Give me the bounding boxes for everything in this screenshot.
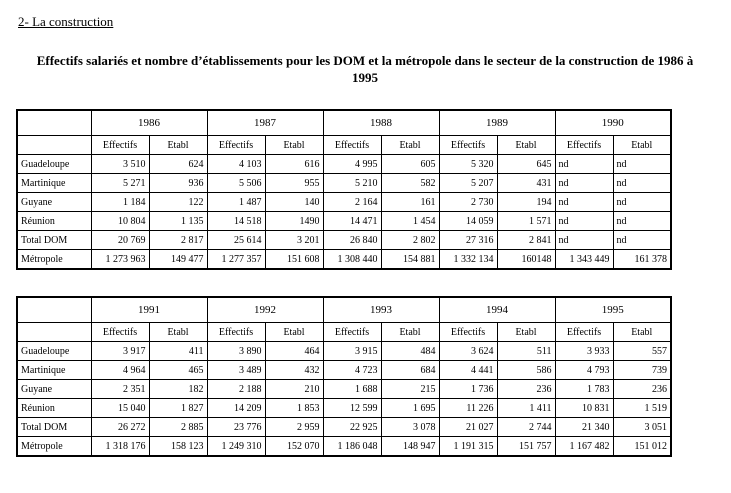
effectifs-column-header: Effectifs (555, 136, 613, 155)
table-row (17, 342, 671, 361)
table-cell: 484 (381, 342, 439, 361)
table-cell: nd (555, 174, 613, 193)
header-corner-cell (17, 110, 91, 136)
section-title: 2- La construction (18, 14, 114, 29)
table-cell: nd (555, 155, 613, 174)
table-cell: 148 947 (381, 437, 439, 457)
table-cell: 739 (613, 361, 671, 380)
table-cell: 161 (381, 193, 439, 212)
etabl-column-header: Etabl (613, 136, 671, 155)
table-cell: 465 (149, 361, 207, 380)
etabl-column-header: Etabl (149, 323, 207, 342)
table-cell: 1 167 482 (555, 437, 613, 457)
table-cell: 616 (265, 155, 323, 174)
table-cell: 14 518 (207, 212, 265, 231)
table-cell: 1 332 134 (439, 250, 497, 270)
table-cell: 194 (497, 193, 555, 212)
etabl-column-header: Etabl (265, 136, 323, 155)
effectifs-column-header: Effectifs (91, 136, 149, 155)
table-cell: 605 (381, 155, 439, 174)
table-cell: 1 277 357 (207, 250, 265, 270)
table-cell: 122 (149, 193, 207, 212)
year-header: 1991 (91, 297, 207, 323)
table-cell: 1 695 (381, 399, 439, 418)
table-cell: 25 614 (207, 231, 265, 250)
year-header: 1986 (91, 110, 207, 136)
table-cell: 5 271 (91, 174, 149, 193)
table-cell: 1 454 (381, 212, 439, 231)
effectifs-column-header: Effectifs (207, 136, 265, 155)
table-row (17, 399, 671, 418)
table-cell: 12 599 (323, 399, 381, 418)
row-label: Réunion (17, 212, 91, 231)
table-cell: 2 841 (497, 231, 555, 250)
table-cell: 586 (497, 361, 555, 380)
table-cell: 1 519 (613, 399, 671, 418)
table-cell: 3 933 (555, 342, 613, 361)
row-label: Guyane (17, 380, 91, 399)
table-cell: 936 (149, 174, 207, 193)
table-cell: 154 881 (381, 250, 439, 270)
table-cell: 4 995 (323, 155, 381, 174)
header-corner-cell (17, 297, 91, 323)
table-cell: 1 736 (439, 380, 497, 399)
table-cell: 151 757 (497, 437, 555, 457)
table-cell: 5 506 (207, 174, 265, 193)
table-cell: 14 059 (439, 212, 497, 231)
table-cell: 1 411 (497, 399, 555, 418)
table-row (17, 174, 671, 193)
row-label: Métropole (17, 250, 91, 270)
year-header: 1987 (207, 110, 323, 136)
table-cell: nd (613, 174, 671, 193)
year-header: 1993 (323, 297, 439, 323)
table-cell: 151 012 (613, 437, 671, 457)
table-cell: 4 723 (323, 361, 381, 380)
year-header: 1989 (439, 110, 555, 136)
table-cell: 1 184 (91, 193, 149, 212)
table-cell: 1 308 440 (323, 250, 381, 270)
etabl-column-header: Etabl (497, 323, 555, 342)
table-cell: 1 318 176 (91, 437, 149, 457)
table-row (17, 155, 671, 174)
table-row (17, 361, 671, 380)
sub-header-row (17, 136, 671, 155)
table-cell: 432 (265, 361, 323, 380)
year-header-row (17, 110, 671, 136)
row-label: Guadeloupe (17, 155, 91, 174)
table-cell: 5 210 (323, 174, 381, 193)
table-cell: 3 915 (323, 342, 381, 361)
table-cell: 26 840 (323, 231, 381, 250)
etabl-column-header: Etabl (149, 136, 207, 155)
effectifs-column-header: Effectifs (323, 136, 381, 155)
table-cell: 464 (265, 342, 323, 361)
main-title: Effectifs salariés et nombre d’établissements pour les DOM et la métropole dans le secteur de la construction de 1986 à 1995 (36, 53, 694, 85)
table-cell: 3 051 (613, 418, 671, 437)
table-1986-1990 (16, 109, 672, 270)
etabl-column-header: Etabl (613, 323, 671, 342)
table-cell: 4 793 (555, 361, 613, 380)
table-cell: 26 272 (91, 418, 149, 437)
table-cell: 3 078 (381, 418, 439, 437)
table-cell: 158 123 (149, 437, 207, 457)
table-cell: nd (555, 212, 613, 231)
table-cell: nd (613, 155, 671, 174)
row-label: Total DOM (17, 231, 91, 250)
table-cell: nd (555, 231, 613, 250)
table-cell: 14 209 (207, 399, 265, 418)
table-cell: 21 027 (439, 418, 497, 437)
table-cell: 684 (381, 361, 439, 380)
table-cell: 3 917 (91, 342, 149, 361)
effectifs-column-header: Effectifs (207, 323, 265, 342)
table-cell: nd (555, 193, 613, 212)
table-cell: 1 343 449 (555, 250, 613, 270)
sub-header-row (17, 323, 671, 342)
table-cell: 151 608 (265, 250, 323, 270)
row-label: Martinique (17, 174, 91, 193)
table-cell: 27 316 (439, 231, 497, 250)
row-label: Guadeloupe (17, 342, 91, 361)
table-row (17, 437, 671, 457)
table-cell: 2 744 (497, 418, 555, 437)
table-cell: 236 (497, 380, 555, 399)
table-cell: 160148 (497, 250, 555, 270)
sub-header-corner-cell (17, 323, 91, 342)
table-cell: 20 769 (91, 231, 149, 250)
table-cell: 210 (265, 380, 323, 399)
table-cell: 215 (381, 380, 439, 399)
table-cell: 557 (613, 342, 671, 361)
table-cell: 624 (149, 155, 207, 174)
table-cell: 2 188 (207, 380, 265, 399)
year-header: 1988 (323, 110, 439, 136)
table-row (17, 231, 671, 250)
table-cell: 2 351 (91, 380, 149, 399)
etabl-column-header: Etabl (381, 136, 439, 155)
effectifs-column-header: Effectifs (323, 323, 381, 342)
table-cell: 3 201 (265, 231, 323, 250)
table-cell: 3 890 (207, 342, 265, 361)
etabl-column-header: Etabl (265, 323, 323, 342)
table-cell: 11 226 (439, 399, 497, 418)
year-header: 1994 (439, 297, 555, 323)
table-cell: 5 207 (439, 174, 497, 193)
table-cell: 1 571 (497, 212, 555, 231)
table-cell: 3 489 (207, 361, 265, 380)
table-cell: nd (613, 231, 671, 250)
etabl-column-header: Etabl (381, 323, 439, 342)
table-cell: 1 135 (149, 212, 207, 231)
table-cell: 2 885 (149, 418, 207, 437)
table-cell: 4 103 (207, 155, 265, 174)
table-row (17, 250, 671, 270)
table-cell: 1 853 (265, 399, 323, 418)
table-cell: 10 804 (91, 212, 149, 231)
table-cell: 4 964 (91, 361, 149, 380)
table-cell: 140 (265, 193, 323, 212)
table-cell: 15 040 (91, 399, 149, 418)
effectifs-column-header: Effectifs (439, 136, 497, 155)
table-cell: 1 249 310 (207, 437, 265, 457)
year-header: 1992 (207, 297, 323, 323)
table-cell: 1 827 (149, 399, 207, 418)
effectifs-column-header: Effectifs (555, 323, 613, 342)
row-label: Réunion (17, 399, 91, 418)
table-cell: 236 (613, 380, 671, 399)
year-header-row (17, 297, 671, 323)
table-cell: 2 817 (149, 231, 207, 250)
row-label: Martinique (17, 361, 91, 380)
table-cell: 2 730 (439, 193, 497, 212)
table-cell: 1 783 (555, 380, 613, 399)
table-1991-1995 (16, 296, 672, 457)
table-cell: 1 688 (323, 380, 381, 399)
table-cell: 1490 (265, 212, 323, 231)
table-cell: 152 070 (265, 437, 323, 457)
table-cell: 2 802 (381, 231, 439, 250)
table-cell: 10 831 (555, 399, 613, 418)
table-cell: nd (613, 212, 671, 231)
effectifs-column-header: Effectifs (439, 323, 497, 342)
table-cell: 182 (149, 380, 207, 399)
table-cell: 955 (265, 174, 323, 193)
table-cell: 3 624 (439, 342, 497, 361)
sub-header-corner-cell (17, 136, 91, 155)
table-cell: 431 (497, 174, 555, 193)
effectifs-column-header: Effectifs (91, 323, 149, 342)
year-header: 1990 (555, 110, 671, 136)
row-label: Métropole (17, 437, 91, 457)
table-cell: 4 441 (439, 361, 497, 380)
table-cell: 22 925 (323, 418, 381, 437)
table-cell: 1 191 315 (439, 437, 497, 457)
table-cell: 3 510 (91, 155, 149, 174)
table-cell: nd (613, 193, 671, 212)
table-cell: 511 (497, 342, 555, 361)
year-header: 1995 (555, 297, 671, 323)
table-row (17, 380, 671, 399)
table-row (17, 418, 671, 437)
table-cell: 645 (497, 155, 555, 174)
table-cell: 14 471 (323, 212, 381, 231)
table-cell: 2 164 (323, 193, 381, 212)
table-cell: 149 477 (149, 250, 207, 270)
table-cell: 2 959 (265, 418, 323, 437)
table-cell: 5 320 (439, 155, 497, 174)
table-cell: 411 (149, 342, 207, 361)
row-label: Guyane (17, 193, 91, 212)
table-cell: 1 273 963 (91, 250, 149, 270)
table-row (17, 193, 671, 212)
table-cell: 161 378 (613, 250, 671, 270)
row-label: Total DOM (17, 418, 91, 437)
table-row (17, 212, 671, 231)
etabl-column-header: Etabl (497, 136, 555, 155)
table-cell: 1 487 (207, 193, 265, 212)
table-cell: 23 776 (207, 418, 265, 437)
table-cell: 21 340 (555, 418, 613, 437)
table-cell: 582 (381, 174, 439, 193)
table-cell: 1 186 048 (323, 437, 381, 457)
